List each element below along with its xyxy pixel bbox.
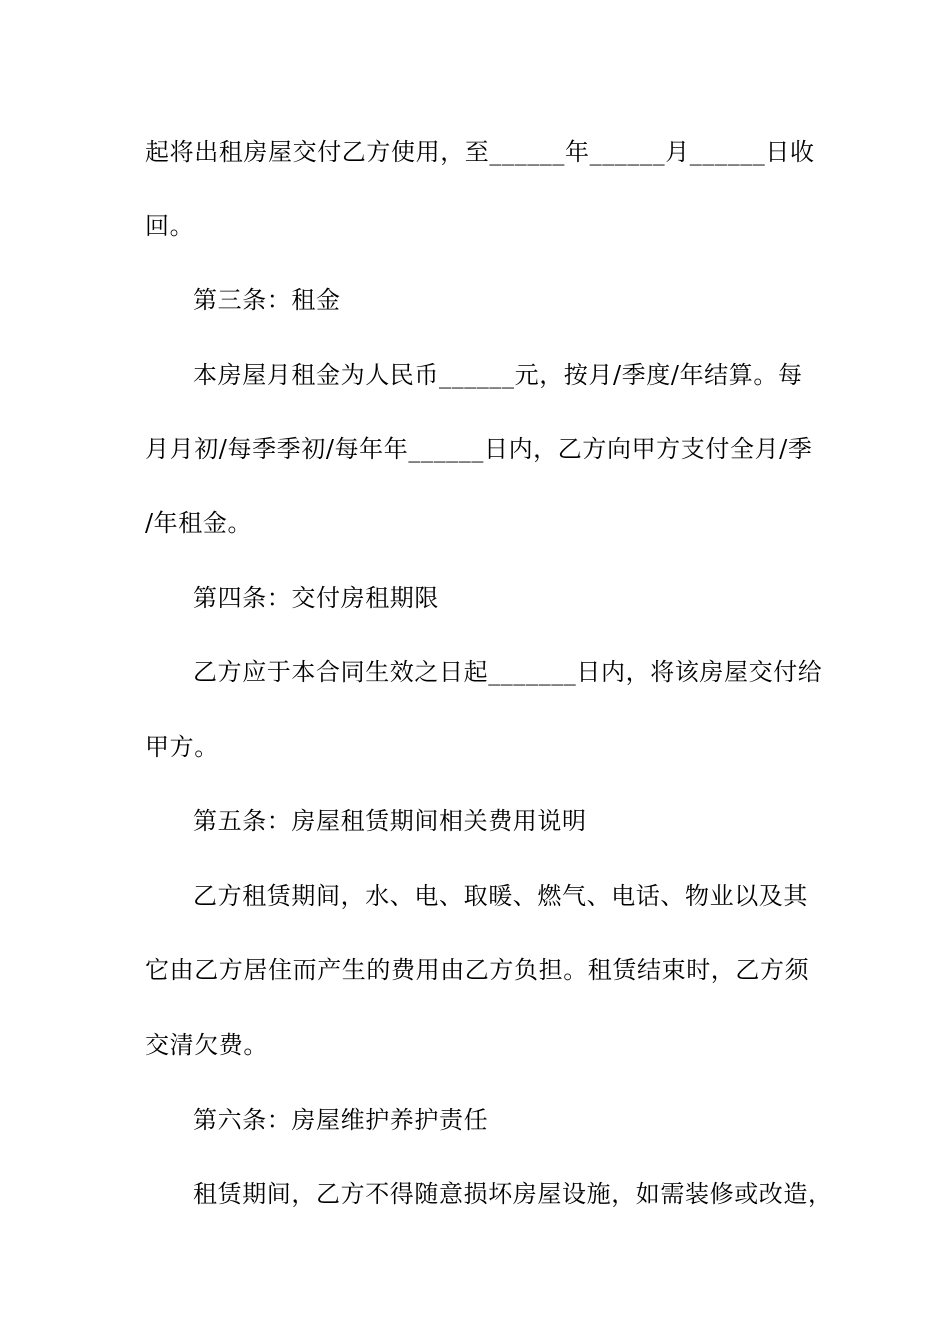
paragraph-line: 租赁期间，乙方不得随意损坏房屋设施，如需装修或改造， [193,1180,833,1208]
paragraph-line: 起将出租房屋交付乙方使用，至______年______月______日收 [145,138,815,166]
paragraph-line: 交清欠费。 [145,1031,268,1059]
section-heading-article-4: 第四条：交付房租期限 [193,584,439,612]
paragraph-line: /年租金。 [145,509,253,537]
section-heading-article-6: 第六条：房屋维护养护责任 [193,1106,489,1134]
paragraph-line: 月月初/每季季初/每年年______日内，乙方向甲方支付全月/季 [145,435,813,463]
paragraph-line: 它由乙方居住而产生的费用由乙方负担。租赁结束时，乙方须 [145,956,810,984]
paragraph-line: 乙方应于本合同生效之日起_______日内，将该房屋交付给 [193,658,823,686]
paragraph-line: 回。 [145,212,195,240]
paragraph-line: 甲方。 [145,733,219,761]
section-heading-article-5: 第五条：房屋租赁期间相关费用说明 [193,807,587,835]
paragraph-line: 本房屋月租金为人民币______元，按月/季度/年结算。每 [193,361,803,389]
section-heading-article-3: 第三条：租金 [193,286,341,314]
paragraph-line: 乙方租赁期间，水、电、取暖、燃气、电话、物业以及其 [193,882,808,910]
